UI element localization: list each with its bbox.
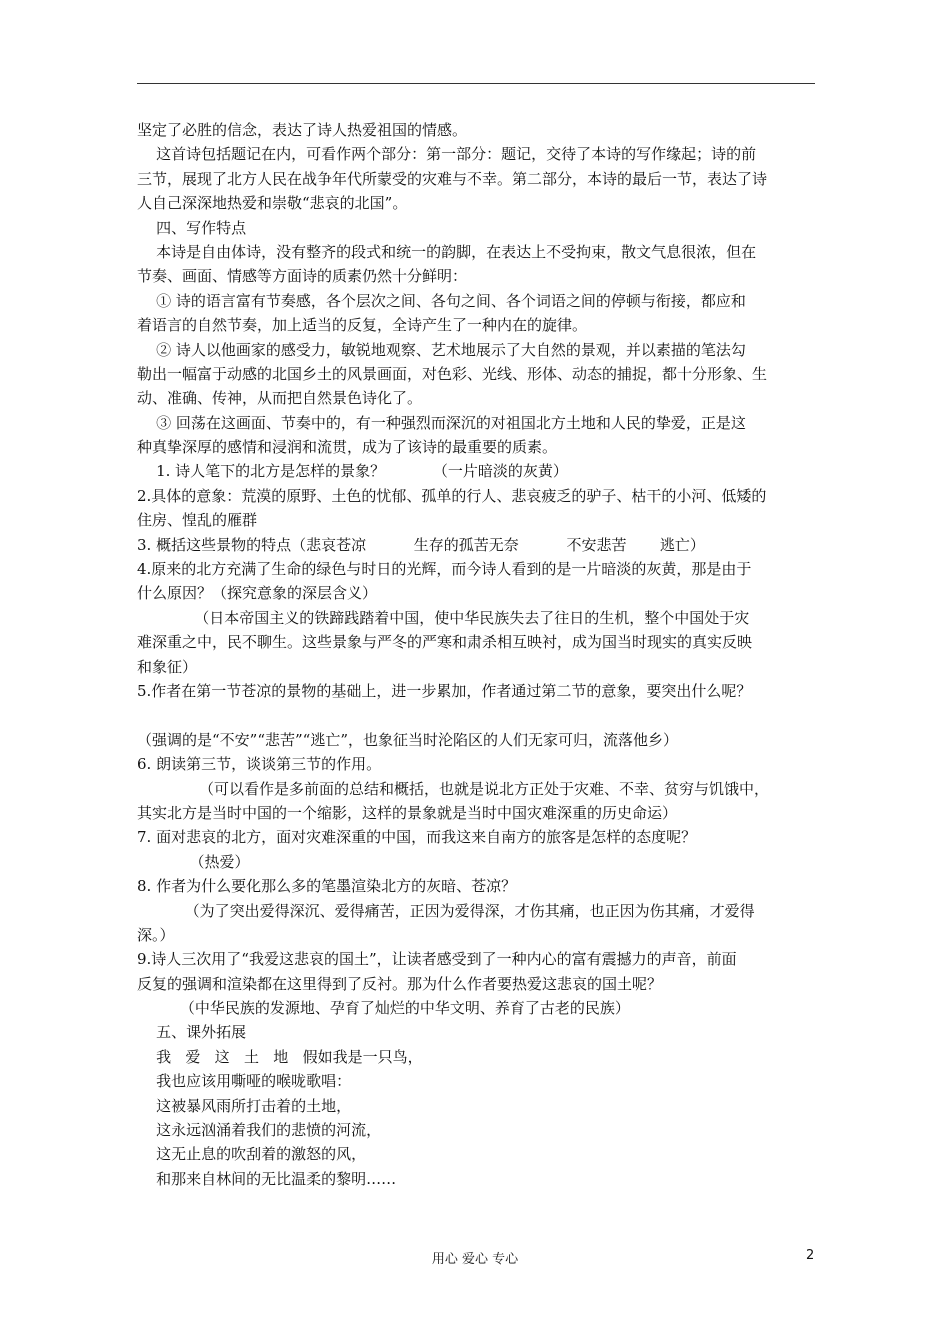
text-line: 7. 面对悲哀的北方，面对灾难深重的中国，而我这来自南方的旅客是怎样的态度呢？	[137, 828, 697, 847]
text-line: ③ 回荡在这画面、节奏中的，有一种强烈而深沉的对祖国北方土地和人民的挚爱，正是这	[137, 413, 746, 432]
text-line: 五、课外拓展	[137, 1023, 247, 1042]
text-line: 和那来自林间的无比温柔的黎明……	[137, 1169, 397, 1188]
text-line: 其实北方是当时中国的一个缩影，这样的景象就是当时中国灾难深重的历史命运）	[137, 803, 678, 822]
text-line: 1. 诗人笔下的北方是怎样的景象？ （一片暗淡的灰黄）	[137, 462, 568, 481]
text-line: 这被暴风雨所打击着的土地，	[137, 1096, 352, 1115]
text-line: （日本帝国主义的铁蹄践踏着中国，使中华民族失去了往日的生机，整个中国处于灾	[137, 608, 750, 627]
page-number: 2	[806, 1248, 815, 1263]
text-line: ① 诗的语言富有节奏感，各个层次之间、各句之间、各个词语之间的停顿与衔接，都应和	[137, 291, 746, 310]
text-line: 什么原因？（探究意象的深层含义）	[137, 584, 378, 603]
text-line: （热爱）	[137, 852, 250, 871]
text-line: （为了突出爱得深沉、爱得痛苦，正因为爱得深，才伤其痛，也正因为伤其痛，才爱得	[137, 901, 755, 920]
text-line: 难深重之中，民不聊生。这些景象与严冬的严寒和肃杀相互映衬，成为国当时现实的真实反映	[137, 633, 753, 652]
text-line: 8. 作者为什么要化那么多的笔墨渲染北方的灰暗、苍凉？	[137, 877, 517, 896]
text-line: 住房、惶乱的雁群	[137, 511, 258, 530]
text-line: （可以看作是多前面的总结和概括，也就是说北方正处于灾难、不幸、贫穷与饥饿中，	[137, 779, 769, 798]
text-line: 4.原来的北方充满了生命的绿色与时日的光辉，而今诗人看到的是一片暗淡的灰黄，那是由于	[137, 560, 752, 579]
text-line: 人自己深深地热爱和崇敬“悲哀的北国”。	[137, 194, 408, 213]
text-line: 这无止息的吹刮着的激怒的风，	[137, 1145, 367, 1164]
text-line: 我 爱 这 土 地 假如我是一只鸟，	[137, 1047, 423, 1066]
text-line: 和象征）	[137, 657, 198, 676]
text-line: 本诗是自由体诗，没有整齐的段式和统一的韵脚，在表达上不受拘束，散文气息很浓，但在	[137, 242, 757, 261]
text-line: 3. 概括这些景物的特点（悲哀苍凉 生存的孤苦无奈 不安悲苦 逃亡）	[137, 535, 705, 554]
document-body	[137, 118, 817, 1191]
text-line: 种真挚深厚的感情和浸润和流贯，成为了该诗的最重要的质素。	[137, 438, 558, 457]
text-line: 9.诗人三次用了“我爱这悲哀的国土”，让读者感受到了一种内心的富有震撼力的声音，前面	[137, 950, 737, 969]
text-line: 节奏、画面、情感等方面诗的质素仍然十分鲜明：	[137, 267, 468, 286]
text-line: 我也应该用嘶哑的喉咙歌唱：	[137, 1072, 352, 1091]
text-line	[137, 703, 817, 727]
text-line: 2.具体的意象：荒漠的原野、土色的忧郁、孤单的行人、悲哀疲乏的驴子、枯干的小河、低矮的	[137, 486, 767, 505]
text-line: （中华民族的发源地、孕育了灿烂的中华文明、养育了古老的民族）	[137, 999, 630, 1018]
text-line: 四、写作特点	[137, 218, 247, 237]
text-line: 三节，展现了北方人民在战争年代所蒙受的灾难与不幸。第二部分，本诗的最后一节，表达了诗	[137, 169, 768, 188]
text-line: （强调的是“不安”“悲苦”“逃亡”，也象征当时沦陷区的人们无家可归，流落他乡）	[137, 730, 679, 749]
text-line: 这首诗包括题记在内，可看作两个部分：第一部分：题记，交待了本诗的写作缘起；诗的前	[137, 145, 757, 164]
text-line: 6. 朗读第三节，谈谈第三节的作用。	[137, 755, 382, 774]
text-line: 着语言的自然节奏，加上适当的反复，全诗产生了一种内在的旋律。	[137, 316, 588, 335]
text-line: 动、准确、传神，从而把自然景色诗化了。	[137, 389, 423, 408]
text-line: 5.作者在第一节苍凉的景物的基础上，进一步累加，作者通过第二节的意象，要突出什么呢？	[137, 681, 752, 700]
text-line: ② 诗人以他画家的感受力，敏锐地观察、艺术地展示了大自然的景观，并以素描的笔法勾	[137, 340, 746, 359]
text-line: 坚定了必胜的信念，表达了诗人热爱祖国的情感。	[137, 121, 468, 139]
page-footer	[0, 1248, 950, 1268]
footer-text: 用心 爱心 专心	[431, 1252, 519, 1267]
text-line: 深。）	[137, 925, 175, 944]
text-line: 反复的强调和渲染都在这里得到了反衬。那为什么作者要热爱这悲哀的国土呢？	[137, 974, 663, 993]
text-line: 勒出一幅富于动感的北国乡土的风景画面，对色彩、光线、形体、动态的捕捉，都十分形象、生	[137, 364, 768, 383]
text-line: 这永远汹涌着我们的悲愤的河流，	[137, 1121, 382, 1140]
header-rule	[137, 83, 815, 84]
